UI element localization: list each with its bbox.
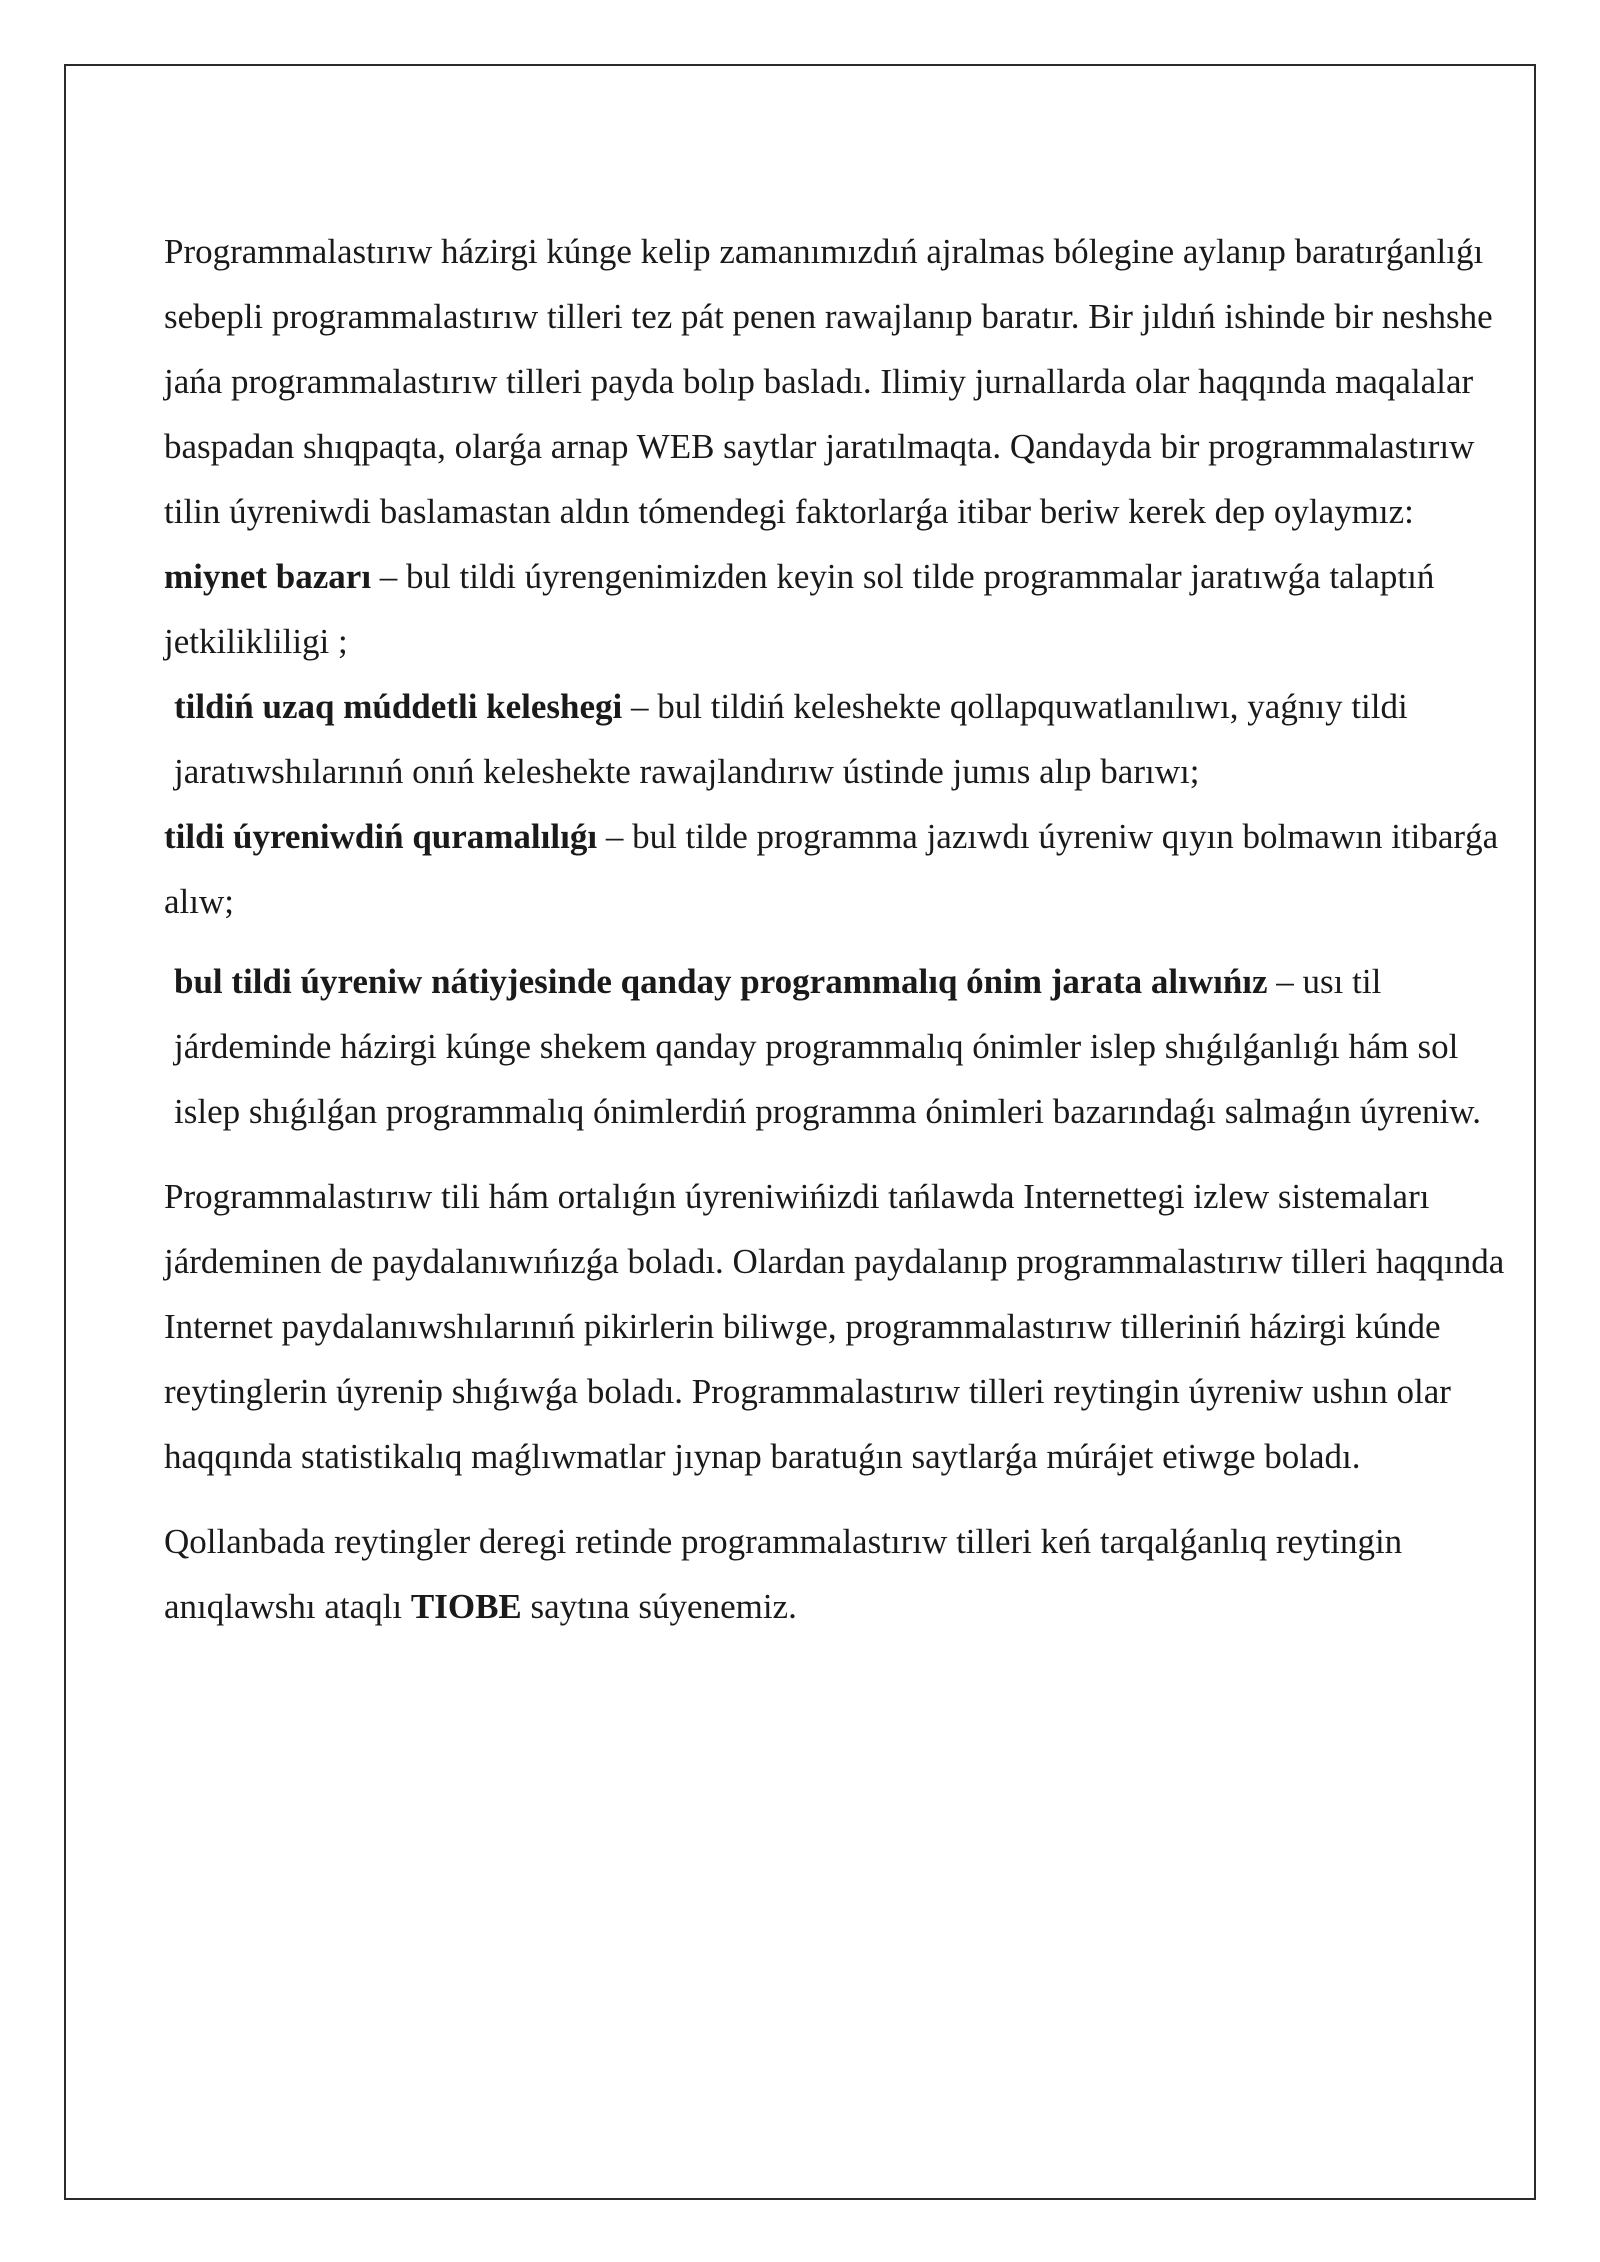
- closing-paragraph: [164, 1509, 1509, 1639]
- factor-item-labor-market: [164, 544, 1509, 674]
- factor-term: tildiń uzaq múddetli keleshegi: [174, 687, 623, 726]
- factor-description: – bul tilde programma jazıwdı úyreniw qıyın bolmawın itibarǵa alıw;: [164, 817, 1499, 921]
- search-text: Programmalastırıw tili hám ortalıǵın úyreniwińizdi tańlawda Internettegi izlew sistemaları járdeminen de paydalanıwıńızǵa boladı. Olardan paydalanıp programmalastırıw tilleri haqqında Internet paydalanıwshılarınıń pikirlerin biliwge, programmalastırıw tilleriniń házirgi kúnde reytinglerin úyrenip shıǵıwǵa boladı. Programmalastırıw tilleri reytingin úyreniw ushın olar haqqında statistikalıq maǵlıwmatlar jıynap baratuǵın saytlarǵa múrájet etiwge boladı.: [164, 1177, 1505, 1476]
- factor-description: – bul tildi úyrengenimizden keyin sol tilde programmalar jaratıwǵa talaptıń jetkilikliligi ;: [164, 557, 1435, 661]
- factor-item-complexity: [164, 804, 1509, 934]
- intro-paragraph: [164, 219, 1509, 544]
- factor-description: – usı til járdeminde házirgi kúnge shekem qanday programmalıq ónimler islep shıǵılǵanlıǵı hám sol islep shıǵılǵan programmalıq ónimlerdiń programma ónimleri bazarındaǵı salmaǵın úyreniw.: [174, 962, 1481, 1131]
- closing-text-before: Qollanbada reytingler deregi retinde programmalastırıw tilleri keń tarqalǵanlıq reytingin anıqlawshı ataqlı: [164, 1522, 1403, 1626]
- closing-text-after: saytına súyenemiz.: [521, 1587, 797, 1626]
- factor-term: miynet bazarı: [164, 557, 372, 596]
- factor-item-long-term-prospects: [164, 674, 1509, 804]
- factor-description: – bul tildiń keleshekte qollapquwatlanılıwı, yaǵnıy tildi jaratıwshılarınıń onıń keleshekte rawajlandırıw ústinde jumıs alıp barıwı;: [174, 687, 1408, 791]
- search-paragraph: [164, 1164, 1509, 1489]
- intro-text: Programmalastırıw házirgi kúnge kelip zamanımızdıń ajralmas bólegine aylanıp baratırǵanlıǵı sebepli programmalastırıw tilleri tez pát penen rawajlanıp baratır. Bir jıldıń ishinde bir neshshe jańa programmalastırıw tilleri payda bolıp basladı. Ilimiy jurnallarda olar haqqında maqalalar baspadan shıqpaqta, olarǵa arnap WEB saytlar jaratılmaqta. Qandayda bir programmalastırıw tilin úyreniwdi baslamastan aldın tómendegi faktorlarǵa itibar beriw kerek dep oylaymız:: [164, 232, 1493, 531]
- tiobe-name: TIOBE: [410, 1587, 522, 1626]
- document-body: [164, 219, 1509, 1639]
- factor-term: bul tildi úyreniw nátiyjesinde qanday programmalıq ónim jarata alıwıńız: [174, 962, 1268, 1001]
- factor-term: tildi úyreniwdiń quramalılıǵı: [164, 817, 598, 856]
- factor-item-software-product: [164, 949, 1509, 1144]
